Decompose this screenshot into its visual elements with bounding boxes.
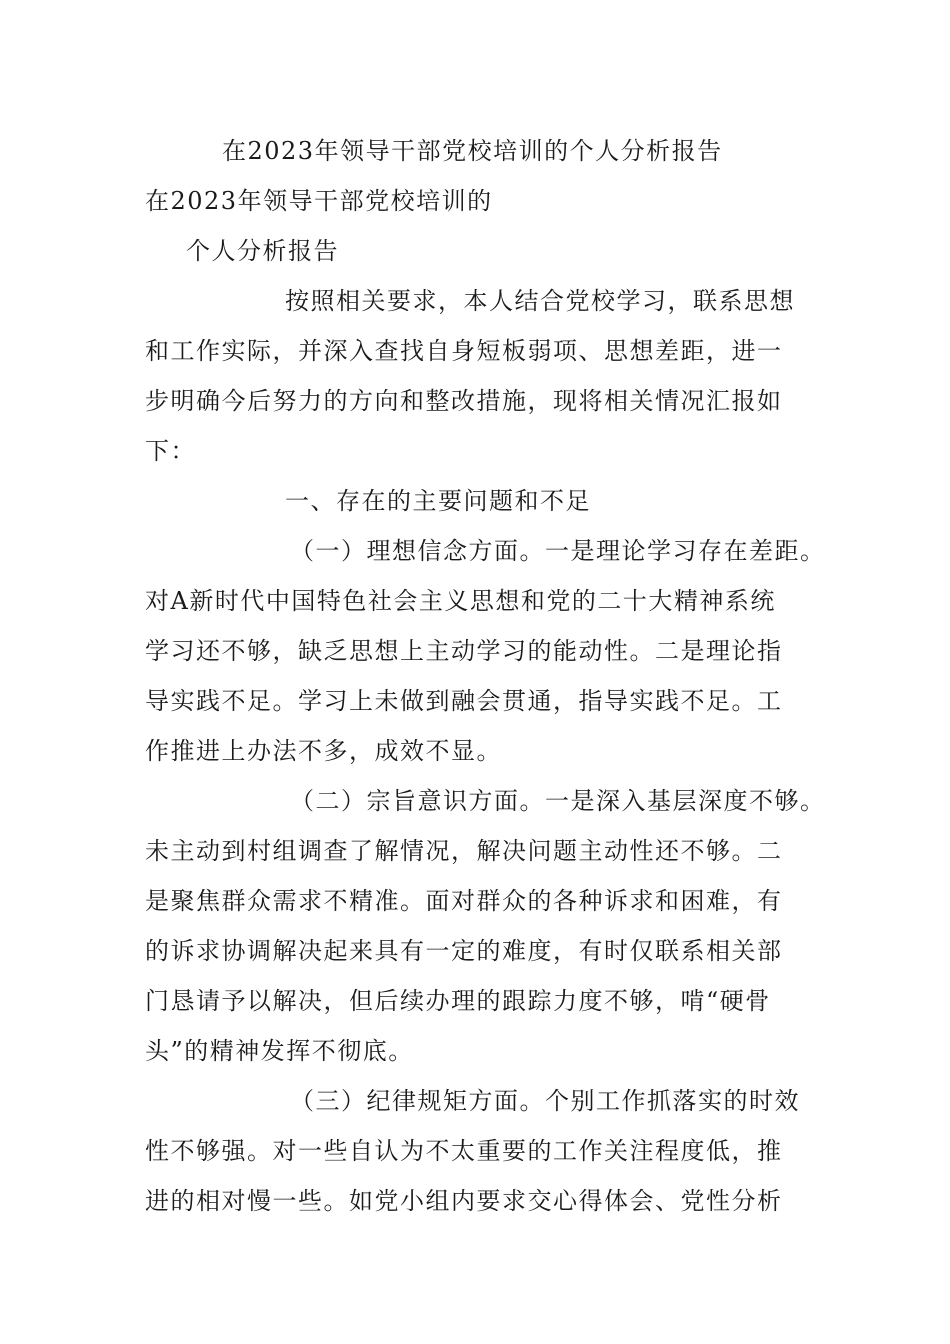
part-1-line-3: 学习还不够，缺乏思想上主动学习的能动性。二是理论指 xyxy=(145,637,783,665)
part-3-line-2: 性不够强。对一些自认为不太重要的工作关注程度低，推 xyxy=(145,1137,783,1165)
intro-line-2: 和工作实际，并深入查找自身短板弱项、思想差距，进一 xyxy=(145,337,783,365)
intro-line-3: 步明确今后努力的方向和整改措施，现将相关情况汇报如 xyxy=(145,387,783,415)
part-2-line-1: （二）宗旨意识方面。一是深入基层深度不够。 xyxy=(290,787,826,815)
part-3-line-3: 进的相对慢一些。如党小组内要求交心得体会、党性分析 xyxy=(145,1187,783,1215)
part-2-line-5: 门恳请予以解决，但后续办理的跟踪力度不够，啃“硬骨 xyxy=(145,987,771,1015)
part-2-line-3: 是聚焦群众需求不精准。面对群众的各种诉求和困难，有 xyxy=(145,887,783,915)
intro-line-4: 下： xyxy=(145,437,196,465)
document-subtitle-line-2: 个人分析报告 xyxy=(186,237,339,265)
part-3-line-1: （三）纪律规矩方面。个别工作抓落实的时效 xyxy=(290,1087,800,1115)
part-1-line-5: 作推进上办法不多，成效不显。 xyxy=(145,737,502,765)
part-2-line-4: 的诉求协调解决起来具有一定的难度，有时仅联系相关部 xyxy=(145,937,783,965)
part-2-line-6: 头”的精神发挥不彻底。 xyxy=(145,1037,414,1065)
section-1-heading: 一、存在的主要问题和不足 xyxy=(285,487,591,515)
part-1-line-2: 对A新时代中国特色社会主义思想和党的二十大精神系统 xyxy=(145,587,776,615)
part-1-line-4: 导实践不足。学习上未做到融会贯通，指导实践不足。工 xyxy=(145,687,783,715)
intro-line-1: 按照相关要求，本人结合党校学习，联系思想 xyxy=(285,287,795,315)
document-subtitle-line-1: 在2023年领导干部党校培训的 xyxy=(145,187,493,215)
part-2-line-2: 未主动到村组调查了解情况，解决问题主动性还不够。二 xyxy=(145,837,783,865)
part-1-line-1: （一）理想信念方面。一是理论学习存在差距。 xyxy=(290,537,826,565)
document-title: 在2023年领导干部党校培训的个人分析报告 xyxy=(222,137,723,165)
